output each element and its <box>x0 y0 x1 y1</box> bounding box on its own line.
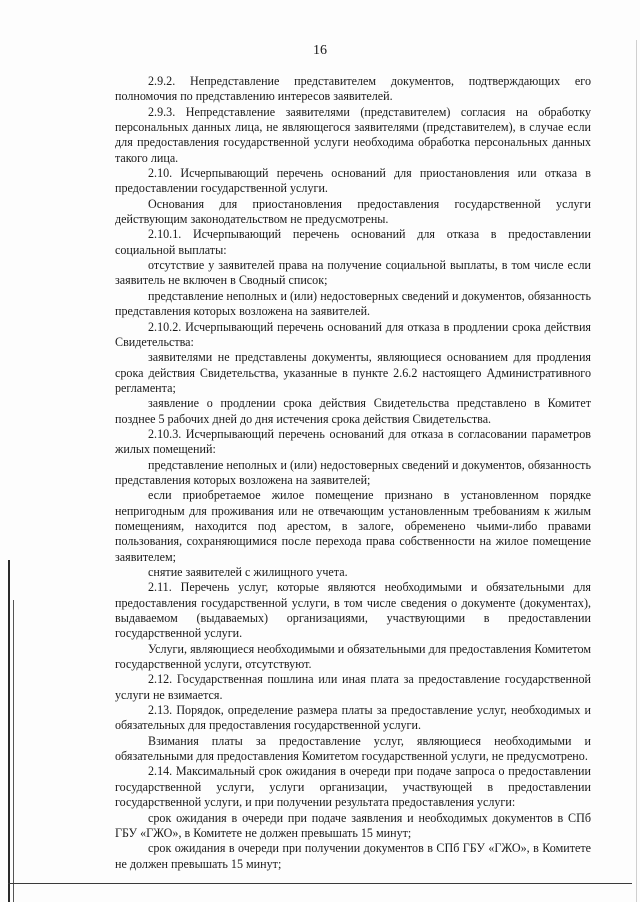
page-number: 16 <box>313 43 327 58</box>
binding-edge-line <box>8 560 10 902</box>
paragraph-incomplete-info-2: представление неполных и (или) недостоверных сведений и документов, обязанность представления которых возложена на заявителей; <box>115 457 591 487</box>
document-body <box>115 74 591 872</box>
scan-bottom-edge-line <box>8 883 632 884</box>
scan-edge-line <box>636 40 637 902</box>
paragraph-no-required-services: Услуги, являющиеся необходимыми и обязательными для предоставления Комитетом государственной услуги, отсутствуют. <box>115 641 591 672</box>
paragraph-no-right: отсутствие у заявителей права на получение социальной выплаты, в том числе если заявитель не включен в Сводный список; <box>115 258 591 288</box>
paragraph-suspension-grounds: Основания для приостановления предоставления государственной услуги действующим законодательством не предусмотрены. <box>115 196 591 227</box>
binding-edge-line-thin <box>13 600 14 902</box>
paragraph-2-9-3: 2.9.3. Непредставление заявителями (представителем) согласия на обработку персональных данных лица, не являющегося заявителями (представителем), в случае если для предоставления государственной услуги необходима обработка персональных данных такого лица. <box>115 104 591 165</box>
paragraph-2-12: 2.12. Государственная пошлина или иная плата за предоставление государственной услуги не взимается. <box>115 672 591 702</box>
paragraph-removal-from-register: снятие заявителей с жилищного учета. <box>148 565 348 579</box>
paragraph-2-10-1: 2.10.1. Исчерпывающий перечень оснований для отказа в предоставлении социальной выплаты: <box>115 227 591 257</box>
paragraph-2-11: 2.11. Перечень услуг, которые являются необходимыми и обязательными для предоставления государственной услуги, в том числе сведения о документе (документах), выдаваемом (выдаваемых) организациями, участвующими в предоставлении государственной услуги. <box>115 580 591 641</box>
paragraph-2-9-2: 2.9.2. Непредставление представителем документов, подтверждающих его полномочия по представлению интересов заявителей. <box>115 74 591 104</box>
paragraph-wait-receipt: срок ожидания в очереди при получении документов в СПб ГБУ «ГЖО», в Комитете не должен превышать 15 минут; <box>115 841 591 871</box>
paragraph-2-10: 2.10. Исчерпывающий перечень оснований для приостановления или отказа в предоставлении государственной услуги. <box>115 166 591 196</box>
paragraph-2-14: 2.14. Максимальный срок ожидания в очереди при подаче запроса о предоставлении государственной услуги, услуги организации, участвующей в предоставлении государственной услуги, и при получении результата предоставления услуги: <box>115 764 591 810</box>
paragraph-late-application: заявление о продлении срока действия Свидетельства представлено в Комитет позднее 5 рабочих дней до дня истечения срока действия Свидетельства. <box>115 396 591 426</box>
paragraph-docs-not-submitted: заявителями не представлены документы, являющиеся основанием для продления срока действия Свидетельства, указанные в пункте 2.6.2 настоящего Административного регламента; <box>115 350 591 395</box>
paragraph-unfit-housing: если приобретаемое жилое помещение признано в установленном порядке непригодным для проживания или не отвечающим установленным требованиям к жилым помещениям, находится под арестом, в залоге, обременено чьими-либо правами пользования, сохраняющимися после перехода права собственности на жилое помещение заявителем; <box>115 488 591 564</box>
paragraph-2-13: 2.13. Порядок, определение размера платы за предоставление услуг, необходимых и обязательных для предоставления государственной услуги. <box>115 703 591 733</box>
paragraph-2-10-2: 2.10.2. Исчерпывающий перечень оснований для отказа в продлении срока действия Свидетельства: <box>115 319 591 349</box>
paragraph-no-fee: Взимания платы за предоставление услуг, являющиеся необходимыми и обязательными для предоставления Комитетом государственной услуги, не предусмотрено. <box>115 733 591 764</box>
paragraph-2-10-3: 2.10.3. Исчерпывающий перечень оснований для отказа в согласовании параметров жилых помещений: <box>115 426 591 457</box>
paragraph-wait-submission: срок ожидания в очереди при подаче заявления и необходимых документов в СПб ГБУ «ГЖО», в Комитете не должен превышать 15 минут; <box>115 810 591 840</box>
paragraph-incomplete-info-1: представление неполных и (или) недостоверных сведений и документов, обязанность представления которых возложена на заявителей. <box>115 288 591 319</box>
